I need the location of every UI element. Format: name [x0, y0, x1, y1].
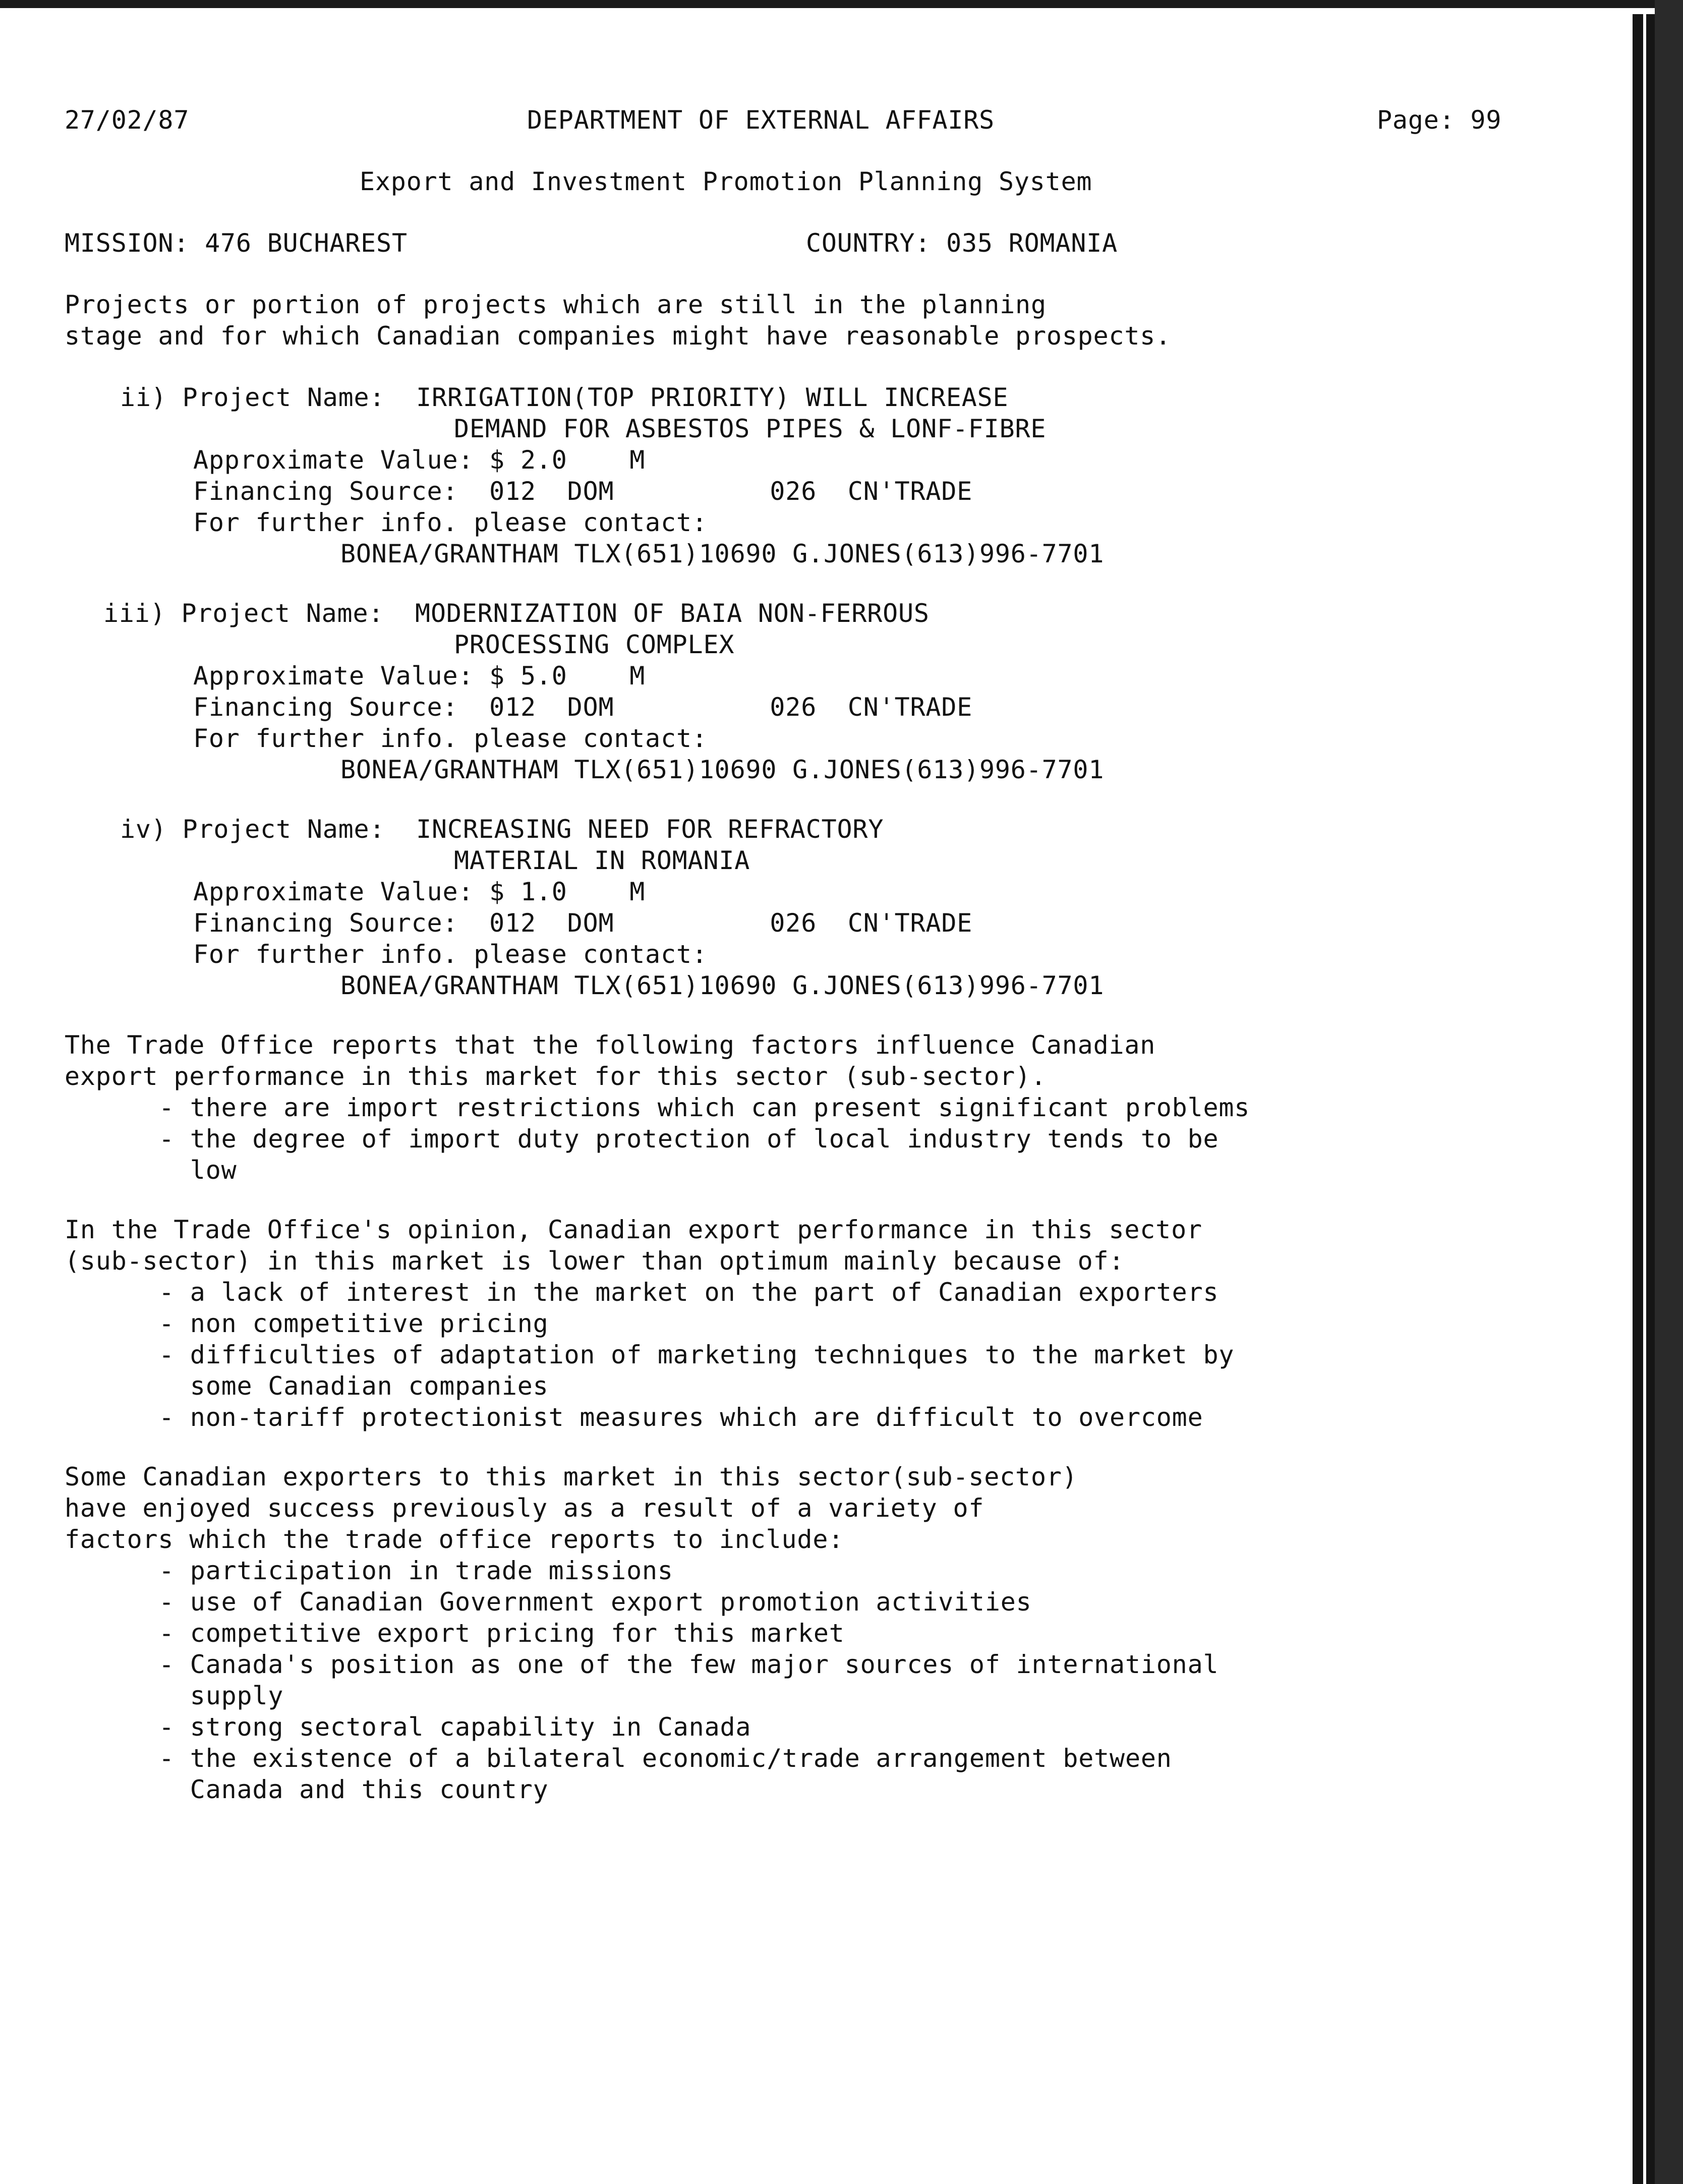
- approximate-value: Approximate Value: $ 5.0 M: [193, 661, 646, 691]
- mission-label: MISSION: 476 BUCHAREST: [65, 228, 408, 258]
- success-intro: Some Canadian exporters to this market in this sector(sub-sector): [65, 1462, 1078, 1491]
- system-title: Export and Investment Promotion Planning System: [360, 167, 1092, 196]
- contact-label: For further info. please contact:: [193, 508, 708, 537]
- project-name: iv) Project Name: INCREASING NEED FOR REFRACTORY: [120, 815, 884, 844]
- success-item-cont: Canada and this country: [159, 1775, 549, 1804]
- success-item: - strong sectoral capability in Canada: [159, 1712, 751, 1742]
- contact-info: BONEA/GRANTHAM TLX(651)10690 G.JONES(613)996-7701: [340, 971, 1105, 1000]
- financing-source: Financing Source: 012 DOM 026 CN'TRADE: [193, 693, 973, 722]
- intro-line: stage and for which Canadian companies might have reasonable prospects.: [65, 321, 1172, 351]
- success-intro: have enjoyed success previously as a result of a variety of: [65, 1493, 984, 1523]
- project-name-cont: DEMAND FOR ASBESTOS PIPES & LONF-FIBRE: [454, 414, 1047, 443]
- opinion-item: - a lack of interest in the market on the part of Canadian exporters: [159, 1278, 1219, 1307]
- opinion-item: - non competitive pricing: [159, 1309, 549, 1338]
- opinion-intro: (sub-sector) in this market is lower than optimum mainly because of:: [65, 1246, 1125, 1276]
- project-name-cont: MATERIAL IN ROMANIA: [454, 846, 750, 875]
- factors-intro: The Trade Office reports that the following factors influence Canadian: [65, 1030, 1156, 1060]
- page-top-edge: [0, 0, 1683, 8]
- approximate-value: Approximate Value: $ 2.0 M: [193, 445, 646, 475]
- intro-line: Projects or portion of projects which are still in the planning: [65, 290, 1047, 319]
- factor-item: - the degree of import duty protection of local industry tends to be: [159, 1124, 1219, 1154]
- factor-item: - there are import restrictions which can present significant problems: [159, 1093, 1250, 1122]
- success-item: - competitive export pricing for this market: [159, 1619, 845, 1648]
- factors-intro: export performance in this market for this sector (sub-sector).: [65, 1062, 1047, 1091]
- success-intro: factors which the trade office reports to include:: [65, 1525, 844, 1554]
- contact-label: For further info. please contact:: [193, 724, 708, 753]
- opinion-item-cont: some Canadian companies: [159, 1371, 549, 1401]
- success-item: - the existence of a bilateral economic/trade arrangement between: [159, 1744, 1172, 1773]
- contact-info: BONEA/GRANTHAM TLX(651)10690 G.JONES(613)996-7701: [340, 755, 1105, 784]
- country-label: COUNTRY: 035 ROMANIA: [806, 228, 1118, 258]
- financing-source: Financing Source: 012 DOM 026 CN'TRADE: [193, 477, 973, 506]
- page-number: Page: 99: [1377, 105, 1502, 135]
- opinion-item: - non-tariff protectionist measures which are difficult to overcome: [159, 1403, 1203, 1432]
- project-name: ii) Project Name: IRRIGATION(TOP PRIORITY) WILL INCREASE: [120, 383, 1009, 412]
- success-item: - Canada's position as one of the few major sources of international: [159, 1650, 1219, 1679]
- contact-info: BONEA/GRANTHAM TLX(651)10690 G.JONES(613)996-7701: [340, 539, 1105, 568]
- opinion-item: - difficulties of adaptation of marketing techniques to the market by: [159, 1340, 1235, 1369]
- report-date: 27/02/87: [65, 105, 190, 135]
- opinion-intro: In the Trade Office's opinion, Canadian export performance in this sector: [65, 1215, 1202, 1244]
- project-name-cont: PROCESSING COMPLEX: [454, 630, 735, 659]
- project-name: iii) Project Name: MODERNIZATION OF BAIA NON-FERROUS: [103, 599, 930, 628]
- department-title: DEPARTMENT OF EXTERNAL AFFAIRS: [527, 105, 995, 135]
- contact-label: For further info. please contact:: [193, 940, 708, 969]
- approximate-value: Approximate Value: $ 1.0 M: [193, 877, 646, 906]
- financing-source: Financing Source: 012 DOM 026 CN'TRADE: [193, 908, 973, 938]
- factor-item-cont: low: [159, 1156, 237, 1185]
- success-item: - participation in trade missions: [159, 1556, 673, 1585]
- binder-bar-gap: [1643, 14, 1646, 2184]
- success-item: - use of Canadian Government export promotion activities: [159, 1587, 1032, 1617]
- success-item-cont: supply: [159, 1681, 284, 1710]
- scan-right-edge: [1655, 0, 1683, 2184]
